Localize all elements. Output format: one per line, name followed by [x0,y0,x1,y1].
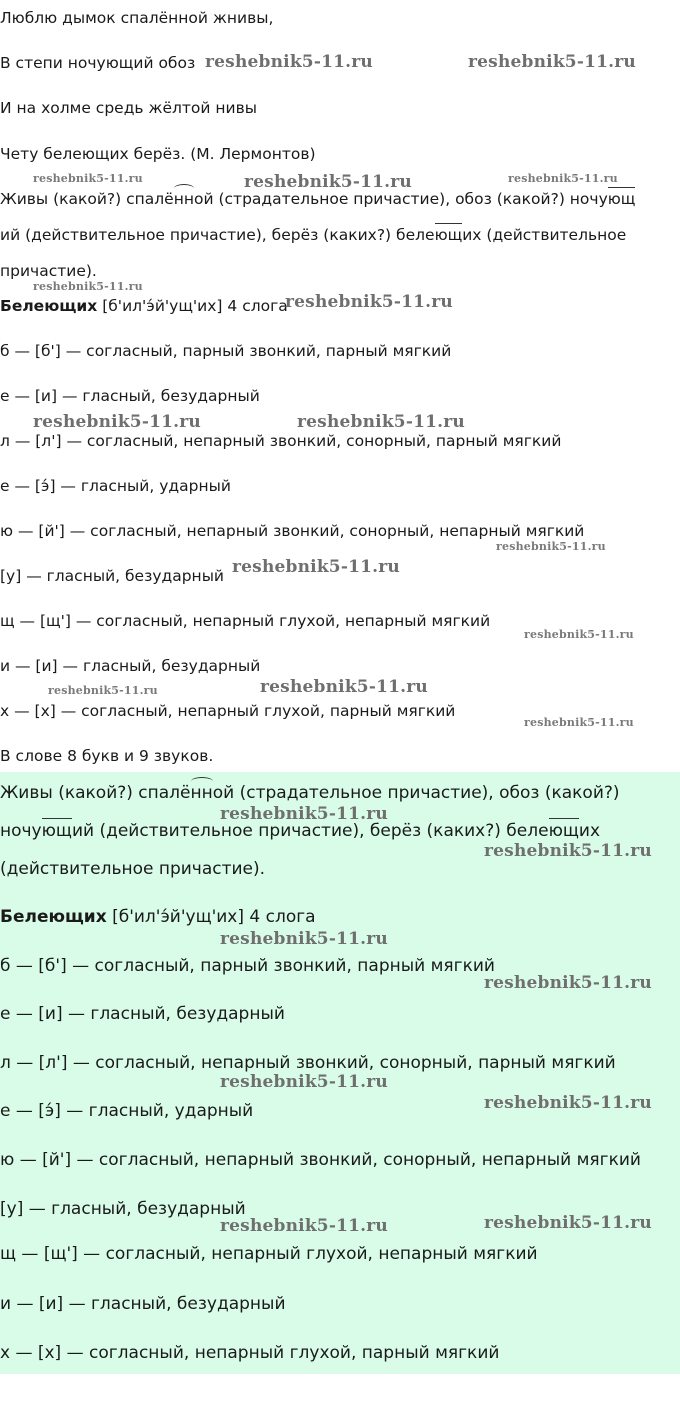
text-fragment: их [578,821,600,841]
green-sound-line-5: ю — [й'] — согласный, непарный звонкий, сонорный, непарный мягкий [0,1150,641,1170]
analyzed-word: Белеющих [0,907,107,927]
watermark: reshebnik5-11.ru [484,841,652,861]
watermark: reshebnik5-11.ru [232,557,400,577]
watermark: reshebnik5-11.ru [33,172,143,185]
text-fragment: Живы (какой?) спалё [0,783,191,803]
poem-line-2: В степи ночующий обоз [0,54,196,72]
watermark: reshebnik5-11.ru [524,628,634,641]
watermark: reshebnik5-11.ru [220,1216,388,1236]
suffix-roof-mark: ющ [607,190,636,208]
sound-line-8: и — [и] — гласный, безударный [0,657,261,675]
watermark: reshebnik5-11.ru [220,804,388,824]
watermark: reshebnik5-11.ru [496,540,606,553]
sound-line-7: щ — [щ'] — согласный, непарный глухой, непарный мягкий [0,612,491,630]
poem-line-4: Чету белеющих берёз. (М. Лермонтов) [0,145,316,163]
sound-line-2: е — [и] — гласный, безударный [0,387,260,405]
green-sound-line-3: л — [л'] — согласный, непарный звонкий, сонорный, парный мягкий [0,1053,616,1073]
transcription: [б'ил'э́й'ущ'их] 4 слога [112,907,316,927]
watermark: reshebnik5-11.ru [484,973,652,993]
word-heading [0,296,288,316]
green-sound-line-9: х — [х] — согласный, непарный глухой, парный мягкий [0,1343,500,1363]
watermark: reshebnik5-11.ru [297,412,465,432]
watermark: reshebnik5-11.ru [484,1213,652,1233]
suffix-roof-mark: ющ [548,821,579,841]
watermark: reshebnik5-11.ru [524,716,634,729]
green-analysis-line-1 [0,782,620,804]
poem-line-1: Люблю дымок спалённой жнивы, [0,9,274,27]
green-word-heading [0,906,316,928]
sound-line-1: б — [б'] — согласный, парный звонкий, парный мягкий [0,342,452,360]
green-sound-line-4: е — [э́] — гласный, ударный [0,1101,254,1121]
suffix-arc-mark: нн [190,783,213,803]
watermark: reshebnik5-11.ru [484,1093,652,1113]
watermark: reshebnik5-11.ru [220,1072,388,1092]
watermark: reshebnik5-11.ru [33,412,201,432]
text-fragment: ой (страдательное причастие), обоз (какой?) [212,783,620,803]
watermark: reshebnik5-11.ru [205,52,373,72]
analyzed-word: Белеющих [0,297,98,315]
green-sound-line-6: [у] — гласный, безударный [0,1199,246,1219]
green-sound-line-1: б — [б'] — согласный, парный звонкий, парный мягкий [0,956,495,976]
green-sound-line-2: е — [и] — гласный, безударный [0,1004,285,1024]
watermark: reshebnik5-11.ru [508,172,618,185]
sound-line-9: х — [х] — согласный, непарный глухой, парный мягкий [0,702,456,720]
text-fragment: ой (страдательное причастие), обоз (какой?) ночу [193,190,608,208]
watermark: reshebnik5-11.ru [33,280,143,293]
sound-line-3: л — [л'] — согласный, непарный звонкий, сонорный, парный мягкий [0,432,562,450]
green-analysis-line-3: (действительное причастие). [0,859,266,879]
watermark: reshebnik5-11.ru [48,684,158,697]
text-fragment: их (действительное [462,226,627,244]
watermark: reshebnik5-11.ru [260,677,428,697]
transcription: [б'ил'э́й'ущ'их] 4 слога [102,297,288,315]
suffix-roof-mark: ющ [434,226,463,244]
green-sound-line-7: щ — [щ'] — согласный, непарный глухой, непарный мягкий [0,1244,538,1264]
suffix-roof-mark: ющ [41,821,72,841]
green-sound-line-8: и — [и] — гласный, безударный [0,1294,286,1314]
sound-line-6: [у] — гласный, безударный [0,567,225,585]
text-fragment: ночу [0,821,42,841]
analysis-line-1 [0,189,635,209]
sound-line-4: е — [э́] — гласный, ударный [0,477,231,495]
sound-line-5: ю — [й'] — согласный, непарный звонкий, сонорный, непарный мягкий [0,522,585,540]
summary-line: В слове 8 букв и 9 звуков. [0,747,214,765]
analysis-line-2 [0,225,626,245]
text-fragment: ий (действительное причастие), берёз (каких?) беле [71,821,549,841]
watermark: reshebnik5-11.ru [468,52,636,72]
text-fragment: Живы (какой?) спалё [0,190,174,208]
poem-line-3: И на холме средь жёлтой нивы [0,99,257,117]
watermark: reshebnik5-11.ru [285,292,453,312]
text-fragment: ий (действительное причастие), берёз (каких?) беле [0,226,435,244]
watermark: reshebnik5-11.ru [220,929,388,949]
watermark: reshebnik5-11.ru [244,172,412,192]
analysis-line-3: причастие). [0,262,97,280]
suffix-arc-mark: нн [173,190,194,208]
